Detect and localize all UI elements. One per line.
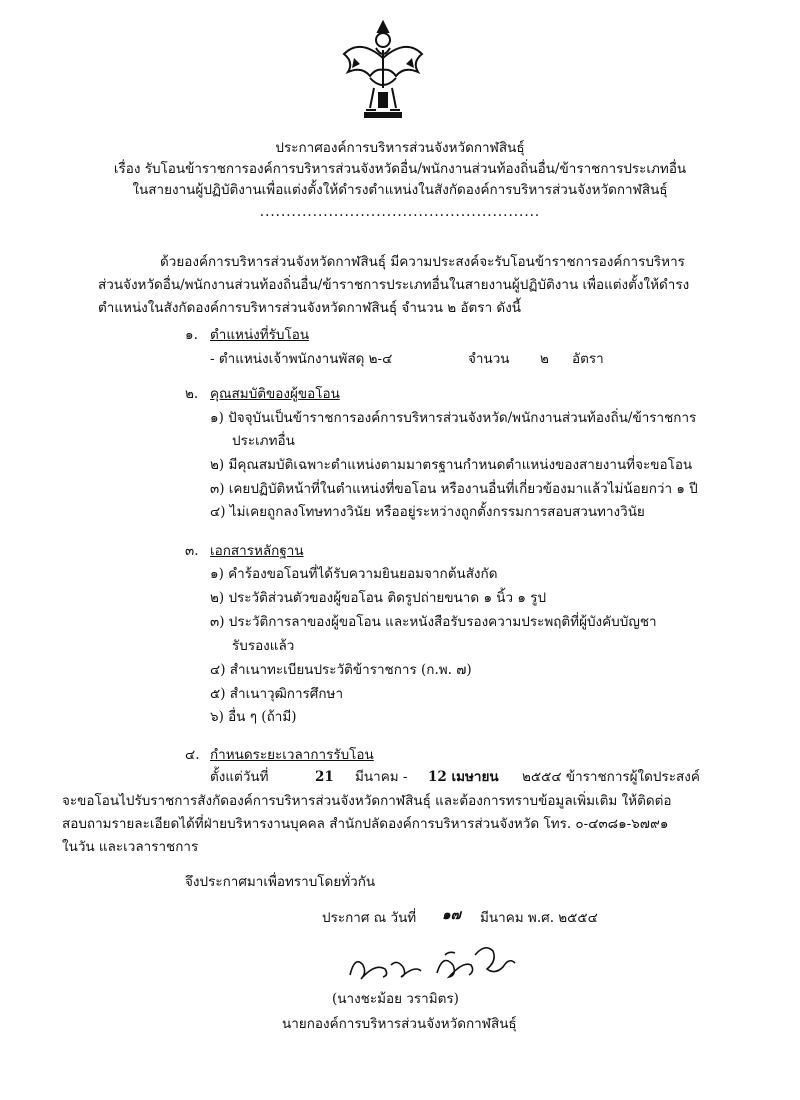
- document-item: ๒) ประวัติส่วนตัวของผู้ขอโอน ติดรูปถ่ายขนาด ๑ นิ้ว ๑ รูป: [210, 590, 547, 606]
- section-3-title: เอกสารหลักฐาน: [210, 543, 304, 559]
- intro-line-3: ตำแหน่งในสังกัดองค์การบริหารส่วนจังหวัดกาฬสินธุ์ จำนวน ๒ อัตรา ดังนี้: [98, 300, 522, 316]
- period-line-2: จะขอโอนไปรับราชการสังกัดองค์การบริหารส่วนจังหวัดกาฬสินธุ์ และต้องการทราบข้อมูลเพิ่มเติม ให้ติดต่อ: [62, 793, 672, 809]
- position-item: - ตำแหน่งเจ้าพนักงานพัสดุ ๒-๔: [210, 351, 393, 367]
- qualification-item: ๑) ปัจจุบันเป็นข้าราชการองค์การบริหารส่วนจังหวัด/พนักงานส่วนท้องถิ่น/ข้าราชการ: [210, 410, 697, 426]
- subject-line-continued: ในสายงานผู้ปฏิบัติงานเพื่อแต่งตั้งให้ดำรงตำแหน่งในสังกัดองค์การบริหารส่วนจังหวัดกาฬสินธุ์: [132, 182, 668, 198]
- header-divider: .....................................................: [259, 204, 541, 220]
- document-item: ๔) สำเนาทะเบียนประวัติข้าราชการ (ก.พ. ๗): [210, 662, 472, 678]
- section-2-title: คุณสมบัติของผู้ขอโอน: [210, 386, 340, 402]
- period-suffix: ๒๕๕๔ ข้าราชการผู้ใดประสงค์: [522, 769, 700, 785]
- period-start-month: มีนาคม -: [355, 769, 408, 785]
- signer-name: (นางชะม้อย วรามิตร): [332, 991, 459, 1007]
- qualification-item-continued: ประเภทอื่น: [232, 433, 295, 449]
- position-count-value: ๒: [540, 351, 549, 367]
- qualification-item: ๒) มีคุณสมบัติเฉพาะตำแหน่งตามมาตรฐานกำหนดตำแหน่งของสายงานที่จะขอโอน: [210, 457, 693, 473]
- signer-title: นายกองค์การบริหารส่วนจังหวัดกาฬสินธุ์: [282, 1016, 517, 1032]
- document-item: ๖) อื่น ๆ (ถ้ามี): [210, 709, 297, 725]
- closing-statement: จึงประกาศมาเพื่อทราบโดยทั่วกัน: [185, 874, 376, 890]
- section-4-number: ๔.: [185, 747, 200, 763]
- section-1-number: ๑.: [185, 327, 198, 343]
- qualification-item: ๔) ไม่เคยถูกลงโทษทางวินัย หรืออยู่ระหว่างถูกตั้งกรรมการสอบสวนทางวินัย: [210, 504, 645, 520]
- section-4-title: กำหนดระยะเวลาการรับโอน: [210, 747, 374, 763]
- document-item: ๕) สำเนาวุฒิการศึกษา: [210, 686, 344, 702]
- section-2-number: ๒.: [185, 386, 199, 402]
- period-line-4: ในวัน และเวลาราชการ: [62, 839, 199, 855]
- announcement-title: ประกาศองค์การบริหารส่วนจังหวัดกาฬสินธุ์: [275, 140, 525, 156]
- period-end-date: 12 เมษายน: [428, 769, 499, 785]
- period-prefix: ตั้งแต่วันที่: [210, 769, 269, 785]
- announce-date-day: ๑๗: [442, 907, 461, 923]
- period-start-day: 21: [315, 769, 334, 785]
- qualification-item: ๓) เคยปฏิบัติหน้าที่ในตำแหน่งที่ขอโอน หรืองานอื่นที่เกี่ยวข้องมาแล้วไม่น้อยกว่า ๑ ปี: [210, 481, 698, 497]
- document-item: ๑) คำร้องขอโอนที่ได้รับความยินยอมจากต้นสังกัด: [210, 566, 498, 582]
- announce-date-prefix: ประกาศ ณ วันที่: [322, 910, 417, 926]
- section-1-title: ตำแหน่งที่รับโอน: [210, 327, 310, 343]
- handwritten-signature: [345, 935, 520, 985]
- period-line-3: สอบถามรายละเอียดได้ที่ฝ่ายบริหารงานบุคคล สำนักปลัดองค์การบริหารส่วนจังหวัด โทร. ๐-๔๓๘๑-๖๗๙๑: [62, 816, 669, 832]
- document-item-continued: รับรองแล้ว: [232, 638, 295, 654]
- intro-line-2: ส่วนจังหวัดอื่น/พนักงานส่วนท้องถิ่นอื่น/ข้าราชการประเภทอื่นในสายงานผู้ปฏิบัติงาน เพื่อแต่งตั้งให้ดำรง: [98, 277, 690, 293]
- position-count-label: จำนวน: [468, 351, 510, 367]
- section-3-number: ๓.: [185, 543, 199, 559]
- garuda-emblem-icon: [340, 18, 426, 122]
- announce-date-suffix: มีนาคม พ.ศ. ๒๕๕๔: [480, 910, 598, 926]
- intro-line-1: ด้วยองค์การบริหารส่วนจังหวัดกาฬสินธุ์ มีความประสงค์จะรับโอนข้าราชการองค์การบริหาร: [160, 254, 685, 270]
- subject-line: เรื่อง รับโอนข้าราชการองค์การบริหารส่วนจังหวัดอื่น/พนักงานส่วนท้องถิ่นอื่น/ข้าราชการประเภทอื่น: [113, 161, 687, 177]
- document-item: ๓) ประวัติการลาของผู้ขอโอน และหนังสือรับรองความประพฤติที่ผู้บังคับบัญชา: [210, 614, 657, 630]
- position-count-unit: อัตรา: [572, 351, 604, 367]
